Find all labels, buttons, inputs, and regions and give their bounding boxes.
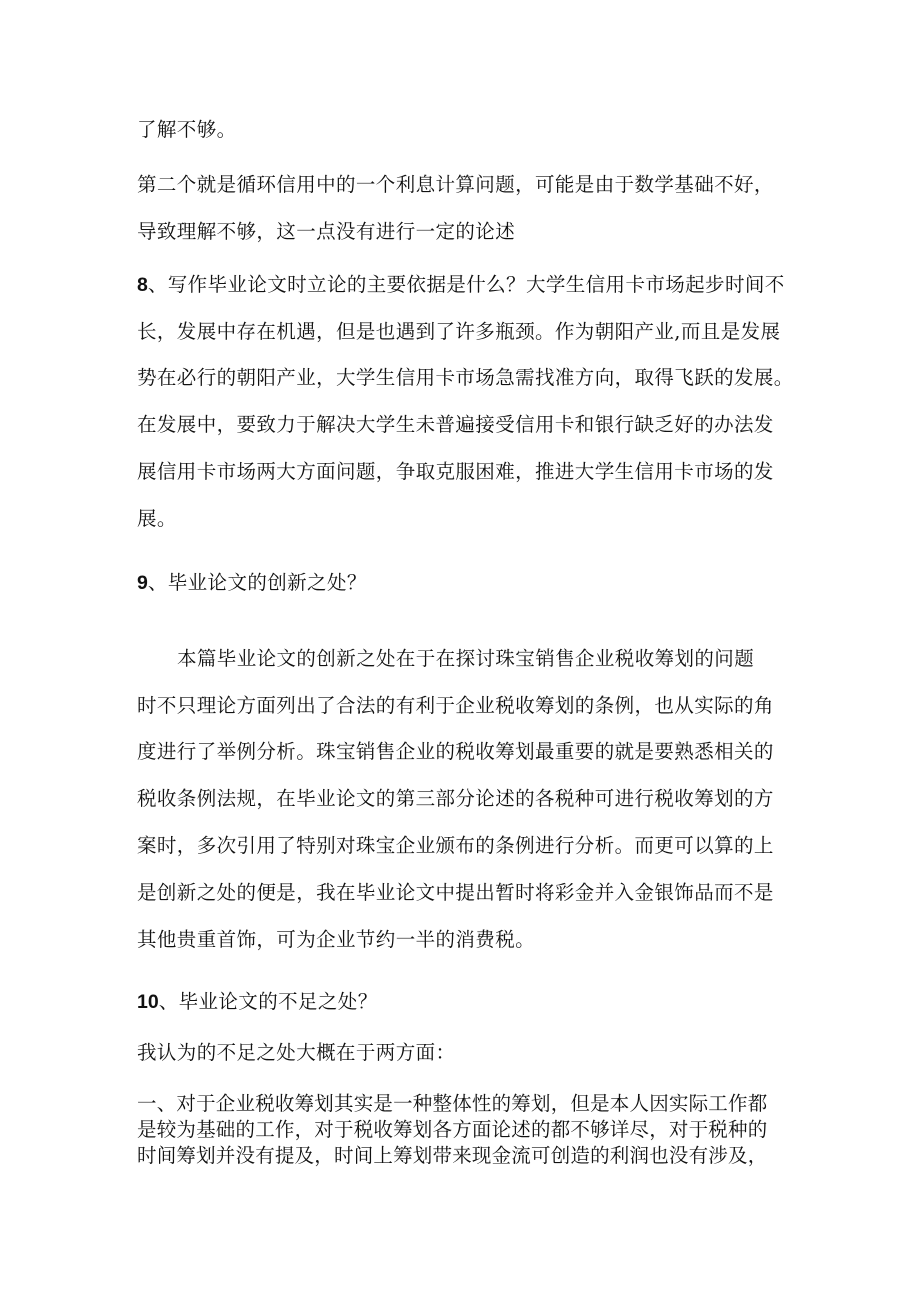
question-title: 、毕业论文的不足之处？ [158, 990, 378, 1013]
question-number: 9 [137, 572, 148, 594]
paragraph-line: 展信用卡市场两大方面问题，争取克服困难，推进大学生信用卡市场的发 [137, 460, 774, 483]
question-title: 、毕业论文的创新之处？ [147, 571, 367, 594]
question-number: 10 [137, 991, 159, 1013]
paragraph-line: 是创新之处的便是，我在毕业论文中提出暂时将彩金并入金银饰品而不是 [137, 881, 774, 904]
question-number: 8 [137, 274, 148, 296]
paragraph-line: 了解不够。 [137, 118, 237, 141]
question-text: 、写作毕业论文时立论的主要依据是什么？大学生信用卡市场起步时间不 [147, 273, 785, 296]
question-10-heading [137, 988, 797, 1016]
paragraph-line: 导致理解不够，这一点没有进行一定的论述 [137, 220, 516, 243]
paragraph-line: 势在必行的朝阳产业，大学生信用卡市场急需找准方向，取得飞跃的发展。 [137, 366, 794, 389]
paragraph-line: 展。 [137, 507, 177, 530]
paragraph-line: 度进行了举例分析。珠宝销售企业的税收筹划最重要的就是要熟悉相关的 [137, 740, 774, 763]
paragraph-line: 本篇毕业论文的创新之处在于在探讨珠宝销售企业税收筹划的问题 [177, 647, 755, 670]
question-9-heading [137, 569, 797, 597]
paragraph-line: 一、对于企业税收筹划其实是一种整体性的筹划，但是本人因实际工作都 [137, 1092, 768, 1115]
paragraph-line: 我认为的不足之处大概在于两方面： [137, 1041, 456, 1064]
question-8-line [137, 271, 797, 299]
paragraph-line: 其他贵重首饰，可为企业节约一半的消费税。 [137, 928, 536, 951]
paragraph-line: 时间筹划并没有提及，时间上筹划带来现金流可创造的利润也没有涉及， [137, 1144, 768, 1167]
paragraph-line: 长，发展中存在机遇，但是也遇到了许多瓶颈。作为朝阳产业,而且是发展 [137, 320, 781, 343]
paragraph-line: 时不只理论方面列出了合法的有利于企业税收筹划的条例，也从实际的角 [137, 694, 774, 717]
paragraph-line: 第二个就是循环信用中的一个利息计算问题，可能是由于数学基础不好， [137, 173, 774, 196]
paragraph-line: 税收条例法规，在毕业论文的第三部分论述的各税种可进行税收筹划的方 [137, 787, 774, 810]
paragraph-line: 是较为基础的工作，对于税收筹划各方面论述的都不够详尽，对于税种的 [137, 1118, 768, 1141]
paragraph-line: 案时，多次引用了特别对珠宝企业颁布的条例进行分析。而更可以算的上 [137, 834, 774, 857]
paragraph-line: 在发展中，要致力于解决大学生未普遍接受信用卡和银行缺乏好的办法发 [137, 413, 774, 436]
